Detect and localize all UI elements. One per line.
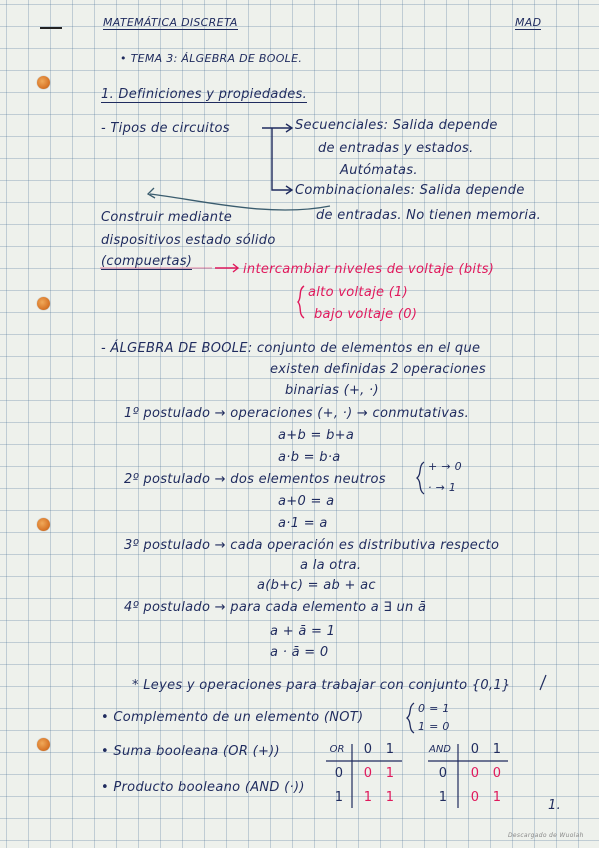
postulado-4-eq-b: a · ā = 0 (270, 645, 329, 660)
punch-hole (37, 297, 50, 310)
algebra-definition-1: - ÁLGEBRA DE BOOLE: conjunto de elementos en el que (101, 341, 481, 356)
construir-line-3: (compuertas) (101, 254, 193, 269)
secuenciales-line-3: Autómatas. (340, 163, 418, 178)
or-row-header: 0 (334, 766, 344, 781)
and-col-header: 1 (492, 742, 502, 757)
and-cell: 1 (492, 790, 502, 805)
punch-hole (37, 518, 50, 531)
suma-label: • Suma booleana (OR (+)) (101, 744, 280, 759)
construir-line-2: dispositivos estado sólido (101, 233, 276, 248)
postulado-3-line-2: a la otra. (300, 558, 362, 573)
and-col-header: 0 (470, 742, 480, 757)
secuenciales-line-1: Secuenciales: Salida depende (295, 118, 498, 133)
postulado-4-eq-a: a + ā = 1 (270, 624, 336, 639)
combinacionales-line-2: de entradas. No tienen memoria. (316, 208, 542, 223)
or-cell: 0 (363, 766, 373, 781)
or-col-header: 1 (385, 742, 395, 757)
or-cell: 1 (363, 790, 373, 805)
course-title: MATEMÁTICA DISCRETA (103, 16, 238, 29)
or-cell: 1 (385, 766, 395, 781)
or-table-label: OR (329, 744, 345, 755)
pink-note-line-2: alto voltaje (1) (308, 285, 409, 300)
course-initials: MAD (515, 16, 542, 29)
and-cell: 0 (470, 790, 480, 805)
postulado-3-line-1: 3º postulado → cada operación es distributiva respecto (124, 538, 500, 553)
complemento-rule-2: 1 = 0 (418, 720, 450, 733)
and-row-header: 1 (438, 790, 448, 805)
punch-hole (37, 76, 50, 89)
leyes-note: * Leyes y operaciones para trabajar con conjunto {0,1} (132, 678, 511, 693)
watermark: Descargado de Wuolah (508, 832, 584, 839)
complemento-rule-1: 0 = 1 (418, 702, 450, 715)
or-col-header: 0 (363, 742, 373, 757)
pink-note-line-3: bajo voltaje (0) (314, 307, 418, 322)
postulado-2-rule-2: · → 1 (428, 481, 457, 494)
postulado-1-eq-a: a+b = b+a (278, 428, 355, 443)
postulado-3-eq: a(b+c) = ab + ac (257, 578, 376, 593)
and-cell: 0 (470, 766, 480, 781)
postulado-2-eq-b: a·1 = a (278, 516, 328, 531)
algebra-definition-2: existen definidas 2 operaciones (270, 362, 486, 377)
or-cell: 1 (385, 790, 395, 805)
postulado-2-eq-a: a+0 = a (278, 494, 335, 509)
and-row-header: 0 (438, 766, 448, 781)
secuenciales-line-2: de entradas y estados. (318, 141, 474, 156)
algebra-definition-3: binarias (+, ·) (285, 383, 379, 398)
construir-line-1: Construir mediante (101, 210, 233, 225)
section-title: 1. Definiciones y propiedades. (101, 87, 308, 102)
producto-label: • Producto booleano (AND (·)) (101, 780, 305, 795)
complemento-label: • Complemento de un elemento (NOT) (101, 710, 364, 725)
and-cell: 0 (492, 766, 502, 781)
and-table-label: AND (428, 744, 452, 755)
postulado-2: 2º postulado → dos elementos neutros (124, 472, 386, 487)
topic-title: • TEMA 3: ÁLGEBRA DE BOOLE. (120, 52, 303, 65)
postulado-1-eq-b: a·b = b·a (278, 450, 341, 465)
postulado-4: 4º postulado → para cada elemento a ∃ un ā (124, 600, 427, 615)
pink-note-line-1: intercambiar niveles de voltaje (bits) (243, 262, 495, 277)
postulado-1: 1º postulado → operaciones (+, ·) → conmutativas. (124, 406, 470, 421)
or-row-header: 1 (334, 790, 344, 805)
tipos-circuitos-label: - Tipos de circuitos (101, 121, 230, 136)
combinacionales-line-1: Combinacionales: Salida depende (295, 183, 525, 198)
postulado-2-rule-1: + → 0 (428, 460, 462, 473)
page-number: 1. (548, 798, 562, 813)
binding-mark (40, 27, 62, 29)
punch-hole (37, 738, 50, 751)
